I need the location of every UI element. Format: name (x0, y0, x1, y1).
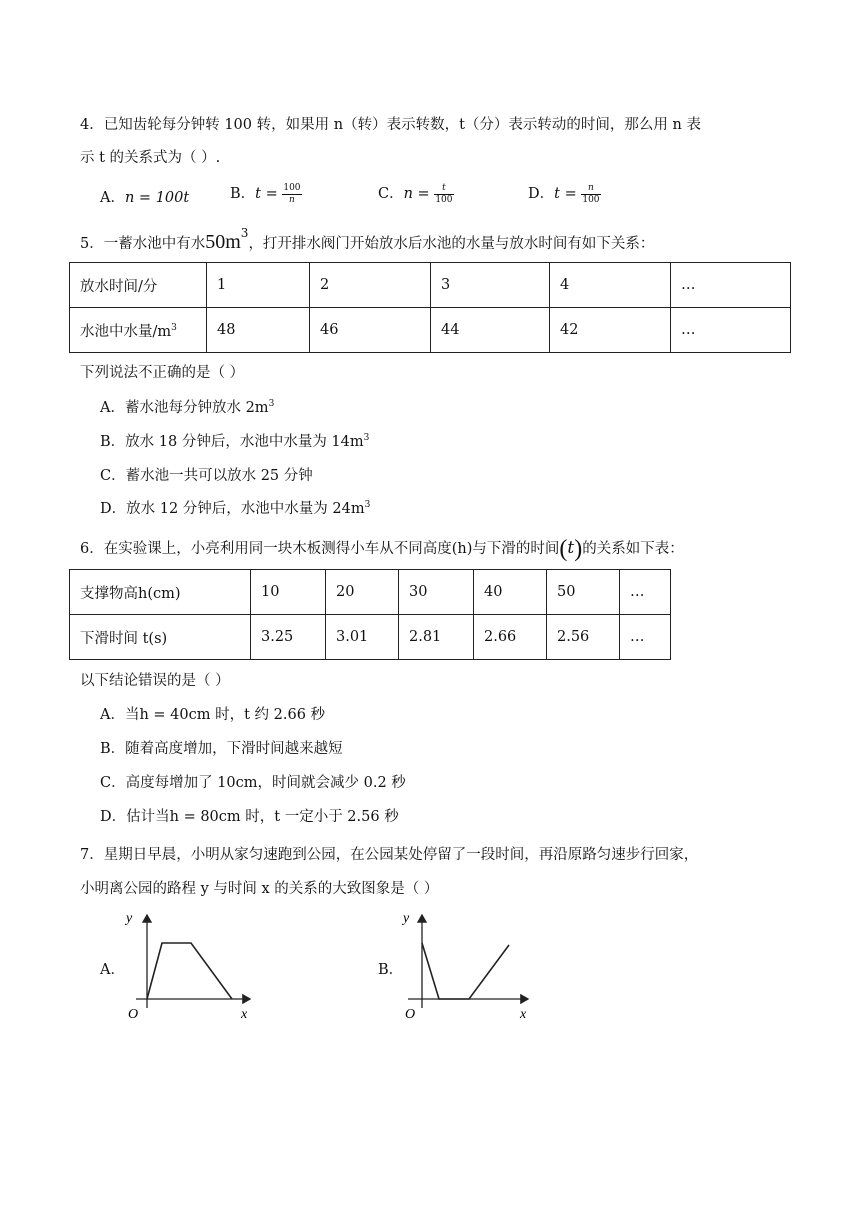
table-cell: 放水时间/分 (70, 263, 207, 308)
q7-line2: 小明离公园的路程 y 与时间 x 的关系的大致图象是（ ） (80, 881, 439, 897)
table-cell: … (620, 570, 671, 615)
q6-table (69, 569, 671, 660)
q6-option-c[interactable]: C．高度每增加了 10cm，时间就会减少 0.2 秒 (100, 775, 406, 791)
table-row (70, 615, 671, 660)
time-variable: t (567, 538, 575, 558)
q5-question: 下列说法不正确的是（ ） (80, 365, 245, 381)
option-label: D． (528, 186, 555, 202)
q5-stem: 5．一蓄水池中有水$50m^3$，打开排水阀门开始放水后水池的水量与放水时间有如下关系： (80, 226, 655, 253)
table-cell: 20 (326, 570, 399, 615)
option-label: A． (100, 190, 125, 206)
q4-option-d[interactable] (528, 182, 601, 206)
q5-option-c[interactable]: C．蓄水池一共可以放水 25 分钟 (100, 468, 313, 484)
table-cell: 下滑时间 t(s) (70, 615, 251, 660)
x-axis-label: x (241, 1007, 248, 1022)
y-axis-label: y (126, 911, 133, 926)
graph-line (147, 943, 232, 999)
table-cell: 2.81 (399, 615, 474, 660)
q6-option-b[interactable]: B．随着高度增加，下滑时间越来越短 (100, 741, 343, 757)
table-cell: 10 (251, 570, 326, 615)
q4-option-c[interactable] (378, 182, 454, 206)
table-cell: 3.25 (251, 615, 326, 660)
q6-option-d[interactable]: D．估计当h = 80cm 时，t 一定小于 2.56 秒 (100, 809, 399, 825)
q7-graph-b (396, 905, 536, 1025)
option-lhs: t = (255, 186, 278, 202)
table-cell: 3.01 (326, 615, 399, 660)
table-cell: 水池中水量$/m^3$ (70, 308, 207, 353)
table-cell: 2.66 (474, 615, 547, 660)
table-cell: 42 (550, 308, 671, 353)
table-cell: 2 (310, 263, 431, 308)
graph-line (422, 943, 509, 999)
table-cell: 4 (550, 263, 671, 308)
table-row (70, 263, 791, 308)
option-lhs: t = (554, 186, 577, 202)
fraction: $\frac{t}{100}$ (435, 182, 453, 205)
volume-value: 50m (205, 231, 241, 253)
table-cell: … (671, 263, 791, 308)
q7-line1: 7．星期日早晨，小明从家匀速跑到公园，在公园某处停留了一段时间，再沿原路匀速步行回家， (80, 847, 699, 863)
q4-option-a[interactable] (100, 186, 189, 207)
q6-question: 以下结论错误的是（ ） (80, 673, 230, 689)
q7-option-b[interactable]: B． (378, 962, 404, 978)
table-row (70, 570, 671, 615)
q5-table (69, 262, 791, 353)
fraction: $\frac{100}{n}$ (283, 182, 301, 205)
q5-option-b[interactable]: B．放水 18 分钟后，水池中水量为 $14m^3$ (100, 433, 370, 450)
table-cell: 30 (399, 570, 474, 615)
option-lhs: n = (403, 186, 430, 202)
table-cell: 48 (207, 308, 310, 353)
q4-line2: 示 t 的关系式为（ ）. (80, 150, 221, 166)
q6-option-a[interactable]: A．当h = 40cm 时，t 约 2.66 秒 (100, 707, 326, 723)
table-cell: 44 (431, 308, 550, 353)
table-cell: 50 (547, 570, 620, 615)
q6-stem: 6．在实验课上，小亮利用同一块木板测得小车从不同高度(h)与下滑的时间(t)的关系如下表： (80, 536, 684, 562)
origin-label: O (128, 1007, 139, 1022)
table-cell: 40 (474, 570, 547, 615)
table-cell: 2.56 (547, 615, 620, 660)
table-cell: 3 (431, 263, 550, 308)
origin-label: O (405, 1007, 416, 1022)
table-row (70, 308, 791, 353)
option-label: C． (378, 186, 404, 202)
table-cell: 46 (310, 308, 431, 353)
q5-option-d[interactable]: D．放水 12 分钟后，水池中水量为 $24m^3$ (100, 500, 371, 517)
option-label: B． (230, 186, 256, 202)
q7-option-a[interactable]: A． (100, 962, 125, 978)
q7-graph-a (118, 905, 258, 1025)
q4-line1: 4．已知齿轮每分钟转 100 转，如果用 n（转）表示转数，t（分）表示转动的时间，那么用 n 表 (80, 117, 701, 133)
y-axis-label: y (403, 911, 410, 926)
q5-option-a[interactable]: A．蓄水池每分钟放水 $2m^3$ (100, 399, 275, 416)
option-expr: n = 100t (124, 190, 190, 206)
table-cell: 1 (207, 263, 310, 308)
table-cell: 支撑物高h(cm) (70, 570, 251, 615)
table-cell: … (671, 308, 791, 353)
x-axis-label: x (520, 1007, 527, 1022)
table-cell: … (620, 615, 671, 660)
q4-option-b[interactable] (230, 182, 302, 206)
fraction: $\frac{n}{100}$ (582, 182, 600, 205)
